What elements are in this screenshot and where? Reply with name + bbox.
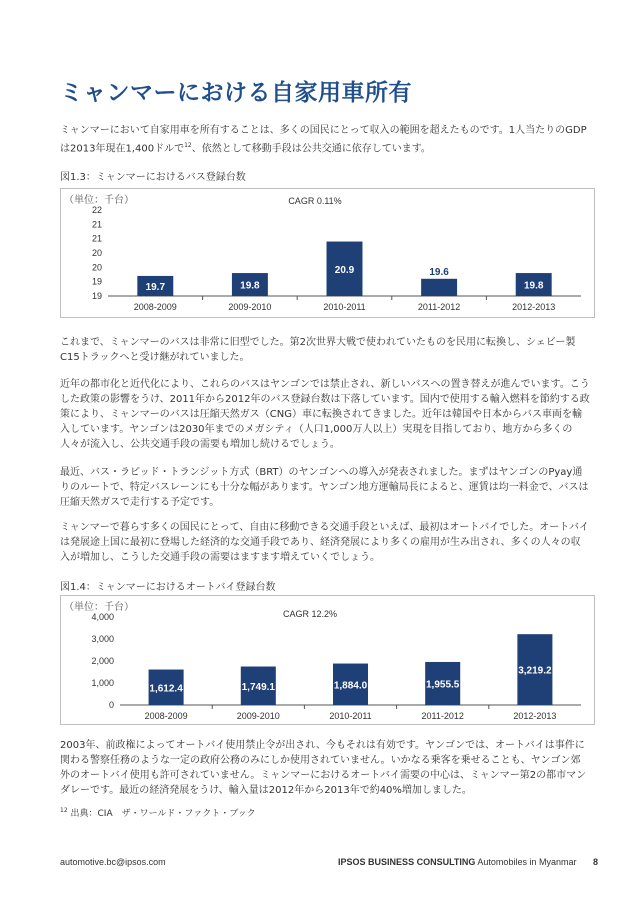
footnote-text: 出典：CIA ザ・ワールド・ファクト・ブック: [70, 809, 256, 819]
bar-value-label: 1,955.5: [426, 679, 460, 691]
y-tick-label: 20: [91, 262, 102, 273]
bar-value-label: 19.6: [429, 266, 449, 278]
x-tick-label: 2012-2013: [512, 302, 556, 312]
paragraph-3: 最近、バス・ラピッド・トランジット方式（BRT）のヤンゴンへの導入が発表されました。まずはヤンゴンのPyay通りのルートで、特定バスレーンにも十分な幅があります。ヤンゴン地方運輸局長によると、運賃は均一料金で、バスは圧縮天然ガスで走行する予定です。: [60, 467, 589, 508]
figure-bus-caption: 図1.3：ミャンマーにおけるバス登録台数: [60, 172, 246, 183]
y-tick-label: 21: [91, 219, 102, 230]
y-tick-label: 21: [91, 233, 102, 244]
bar-value-label: 1,749.1: [241, 681, 275, 693]
x-tick-label: 2011-2012: [417, 302, 461, 312]
bar-value-label: 19.8: [523, 280, 544, 292]
y-tick-label: 4,000: [91, 612, 114, 622]
bus-chart-svg: [60, 188, 595, 318]
bar-value-label: 19.8: [240, 280, 260, 292]
bar-value-label: 3,219.2: [518, 665, 552, 677]
intro-paragraph: [60, 123, 590, 156]
intro-text-b: 、依然として移動手段は公共交通に依存しています。: [191, 143, 431, 155]
motorcycle-chart: [60, 595, 595, 725]
paragraph-5: 2003年、前政権によってオートバイ使用禁止令が出され、今もそれは有効です。ヤンゴンでは、オートバイは事件に関わる警察任務のような一定の政府公務のみにしか使用されていません。いかなる乗客を乗せることも、ヤンゴン郊外のオートバイ使用も許可されていません。ミャンマーにおけるオートバイ需要の中心は、ミャンマー第2の都市マンダレーです。最近の経済発展をうけ、輸入量は2012年から2013年で約40%増加しました。: [60, 740, 587, 796]
paragraph-1: これまで、ミャンマーのバスは非常に旧型でした。第2次世界大戦で使われていたものを民用に転換し、シェビー製C15トラックへと受け継がれていました。: [60, 337, 576, 363]
chart-cagr-label: CAGR 0.11%: [288, 196, 342, 206]
chart-unit-label: （単位：千台）: [64, 195, 134, 206]
page-title: ミャンマーにおける自家用車所有: [60, 80, 413, 106]
bar-value-label: 1,884.0: [333, 680, 368, 692]
page-number: 8: [592, 857, 598, 867]
y-tick-label: 3,000: [91, 634, 114, 644]
footnote: [60, 806, 256, 819]
x-tick-label: 2009-2010: [236, 711, 280, 721]
y-tick-label: 20: [91, 248, 102, 258]
footer-brand-block: [338, 857, 598, 867]
bar-value-label: 19.7: [145, 281, 166, 293]
y-tick-label: 2,000: [91, 656, 114, 666]
bar-value-label: 20.9: [334, 264, 355, 276]
y-tick-label: 19: [91, 291, 102, 301]
bar: [421, 279, 457, 296]
bar-value-label: 1,612.4: [149, 683, 183, 695]
y-tick-label: 22: [91, 205, 102, 215]
footer-email[interactable]: automotive.bc@ipsos.com: [60, 857, 166, 867]
paragraph-2: 近年の都市化と近代化により、これらのバスはヤンゴンでは禁止され、新しいバスへの置き替えが進んでいます。こうした政策の影響をうけ、2011年から2012年のバス登録台数は下落しています。国内で使用する輸入燃料を節約する政策により、ミャンマーのバスは圧縮天然ガス（CNG）車に転換されてきました。近年は韓国や日本からバス車両を輸入しています。ヤンゴンは2030年までのメガシティ（人口1,000万人以上）実現を目指しており、地方から多くの人々が流入し、公共交通手段の需要も増加し続けるでしょう。: [60, 379, 590, 450]
x-tick-label: 2011-2012: [421, 711, 464, 721]
y-tick-label: 19: [91, 276, 102, 287]
x-tick-label: 2008-2009: [144, 711, 188, 721]
figure-moto-caption: 図1.4：ミャンマーにおけるオートバイ登録台数: [60, 582, 276, 593]
x-tick-label: 2010-2011: [329, 711, 372, 721]
x-tick-label: 2008-2009: [133, 302, 177, 312]
footer-subtitle: Automobiles in Myanmar: [477, 857, 577, 867]
y-tick-label: 0: [108, 700, 114, 710]
chart-unit-label: （単位：千台）: [64, 602, 134, 613]
chart-cagr-label: CAGR 12.2%: [282, 609, 338, 619]
footer-brand: IPSOS BUSINESS CONSULTING: [338, 857, 476, 867]
x-tick-label: 2010-2011: [323, 302, 366, 312]
x-tick-label: 2012-2013: [513, 711, 557, 721]
bus-chart: [60, 188, 595, 318]
paragraph-4: ミャンマーで暮らす多くの国民にとって、自由に移動できる交通手段といえば、最初はオートバイでした。オートバイは発展途上国に最初に登場した経済的な交通手段であり、経済発展により多くの雇用が生み出され、多くの人々の収入が増加し、こうした交通手段の需要はますます増えていくでしょう。: [60, 522, 589, 563]
x-tick-label: 2009-2010: [228, 302, 272, 312]
y-tick-label: 1,000: [91, 678, 114, 688]
motorcycle-chart-svg: [60, 595, 595, 725]
footnote-ref: 12: [184, 142, 192, 149]
intro-text-a: ミャンマーにおいて自家用車を所有することは、多くの国民にとって収入の範囲を超えたものです。1人当たりのGDPは2013年現在1,400ドルで: [60, 125, 587, 155]
footnote-number: 12: [60, 807, 68, 814]
